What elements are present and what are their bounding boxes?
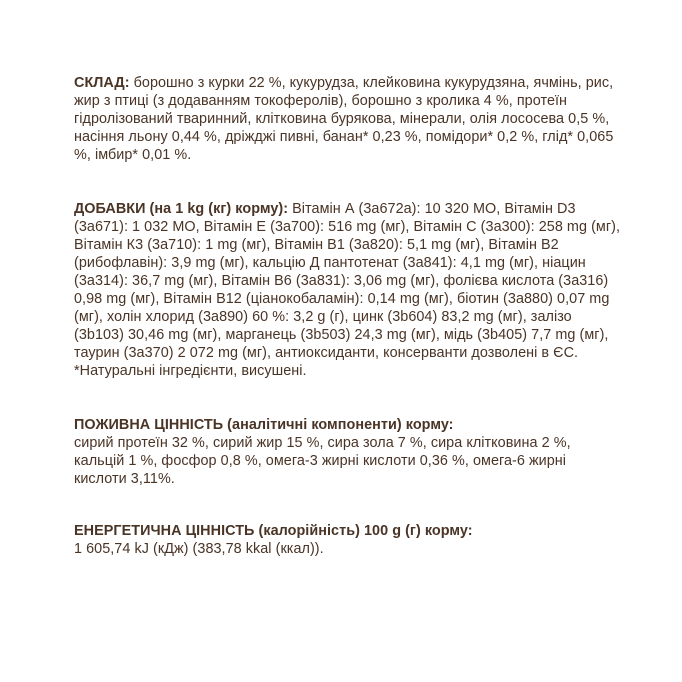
label-text-block: [74, 74, 622, 558]
nutrition-heading: ПОЖИВНА ЦІННІСТЬ (аналітичні компоненти) корму:: [74, 417, 454, 433]
composition-heading: СКЛАД:: [74, 75, 134, 91]
composition-text: борошно з курки 22 %, кукурудза, клейковина кукурудзяна, ячмінь, рис, жир з птиці (з додаванням токоферолів), борошно з кролика 4 %, протеїн гідролізований тваринний, клітковина бурякова, мінерали, олія лососева 0,5 %, насіння льону 0,44 %, дріжджі пивні, банан* 0,23 %, помідори* 0,2 %, глід* 0,065 %, імбир* 0,01 %.: [74, 75, 614, 163]
additives-text: Вітамін А (3а672а): 10 320 МО, Вітамін D3 (3а671): 1 032 МО, Вітамін Е (3а700): 516 mg (мг), Вітамін С (3а300): 258 mg (мг), Вітамін К3 (3а710): 1 mg (мг), Вітамін В1 (3а820): 5,1 mg (мг), Вітамін В2 (рибофлавін): 3,9 mg (мг), кальцію Д пантотенат (3а841): 4,1 mg (мг), ніацин (3а314): 36,7 mg (мг), Вітамін В6 (3а831): 3,06 mg (мг), фолієва кислота (3а316) 0,98 mg (мг), Вітамін В12 (ціанокобаламін): 0,14 mg (мг), біотин (3а880) 0,07 mg (мг), холін хлорид (3а890) 60 %: 3,2 g (г), цинк (3b604) 83,2 mg (мг), залізо (3b103) 30,46 mg (мг), марганець (3b503) 24,3 mg (мг), мідь (3b405) 7,7 mg (мг), таурин (3а370) 2 072 mg (мг), антиоксиданти, консерванти дозволені в ЄС. *Натуральні інгредієнти, висушені.: [74, 201, 621, 379]
energy-text: 1 605,74 kJ (кДж) (383,78 kkal (ккал)).: [74, 541, 324, 557]
nutrition-text: сирий протеїн 32 %, сирий жир 15 %, сира зола 7 %, сира клітковина 2 %, кальцій 1 %, фосфор 0,8 %, омега-3 жирні кислоти 0,36 %, омега-6 жирні кислоти 3,11%.: [74, 435, 571, 487]
energy-heading: ЕНЕРГЕТИЧНА ЦІННІСТЬ (калорійність) 100 g (г) корму:: [74, 523, 473, 539]
composition-section: [74, 74, 622, 164]
energy-section: [74, 522, 622, 558]
additives-section: [74, 200, 622, 380]
nutrition-section: [74, 416, 622, 488]
additives-heading: ДОБАВКИ (на 1 kg (кг) корму):: [74, 201, 293, 217]
